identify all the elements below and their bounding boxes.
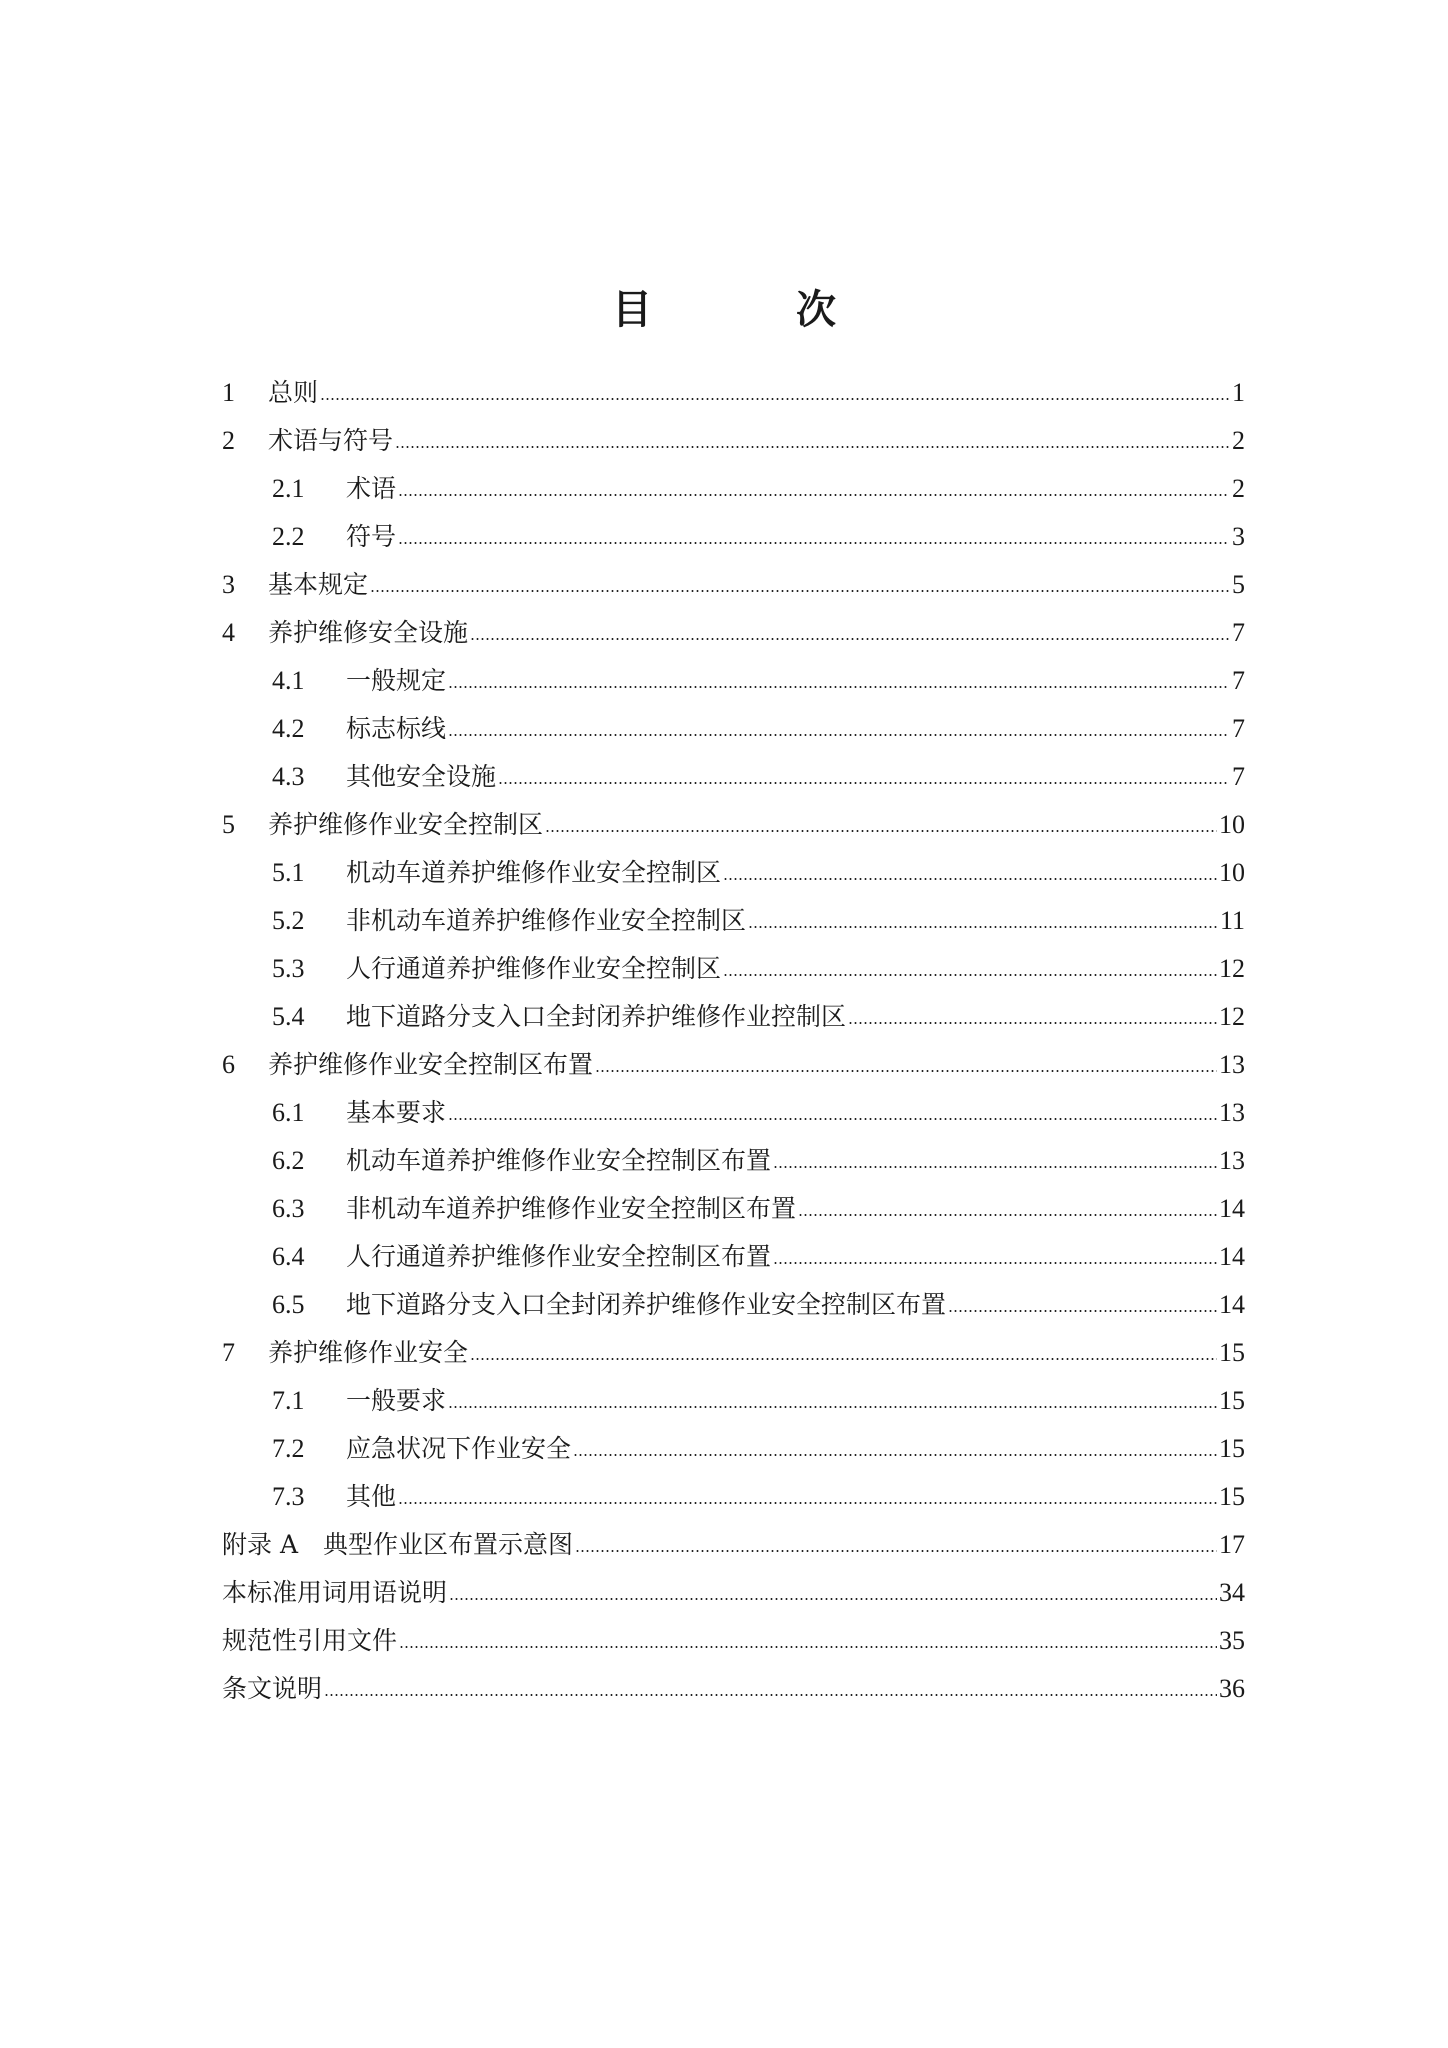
dot-leader xyxy=(723,974,1217,976)
toc-entry-page-number: 3 xyxy=(1232,522,1245,551)
toc-entry-title: 养护维修作业安全控制区布置 xyxy=(268,1050,594,1079)
toc-entry-title: 标志标线 xyxy=(346,714,447,743)
toc-entry-number: 2.1 xyxy=(272,474,305,503)
toc-entry-number: 5.3 xyxy=(272,954,305,983)
dot-leader xyxy=(498,782,1229,784)
toc-entry-number: 2.2 xyxy=(272,522,305,551)
toc-entry-number: 4 xyxy=(222,618,235,647)
toc-entry-title: 附录 A 典型作业区布置示意图 xyxy=(222,1530,574,1559)
toc-entry[interactable] xyxy=(222,1521,1245,1569)
toc-entry-page-number: 35 xyxy=(1219,1626,1245,1655)
page-title: 目 次 xyxy=(612,287,888,333)
toc-entry-page-number: 12 xyxy=(1219,1002,1245,1031)
toc-entry[interactable] xyxy=(222,1185,1245,1233)
toc-entry-page-number: 13 xyxy=(1219,1146,1245,1175)
toc-entry-page-number: 13 xyxy=(1219,1098,1245,1127)
dot-leader xyxy=(723,878,1217,880)
toc-entry-title: 规范性引用文件 xyxy=(222,1626,398,1655)
toc-entry-number: 5.4 xyxy=(272,1002,305,1031)
toc-entry-title: 总则 xyxy=(268,378,319,407)
toc-entry-number: 6.4 xyxy=(272,1242,305,1271)
toc-entry[interactable] xyxy=(222,561,1245,609)
toc-entry-title: 养护维修作业安全 xyxy=(268,1338,469,1367)
dot-leader xyxy=(398,1502,1217,1504)
toc-entry[interactable] xyxy=(222,417,1245,465)
toc-entry-page-number: 15 xyxy=(1219,1338,1245,1367)
toc-entry-title: 符号 xyxy=(346,522,397,551)
dot-leader xyxy=(448,1406,1217,1408)
dot-leader xyxy=(575,1550,1217,1552)
toc-entry-title: 本标准用词用语说明 xyxy=(222,1578,448,1607)
toc-entry-page-number: 7 xyxy=(1232,666,1245,695)
toc-entry-title: 条文说明 xyxy=(222,1674,323,1703)
dot-leader xyxy=(773,1166,1217,1168)
toc-entry[interactable] xyxy=(222,657,1245,705)
toc-entry-title: 非机动车道养护维修作业安全控制区布置 xyxy=(346,1194,797,1223)
toc-entry-page-number: 15 xyxy=(1219,1434,1245,1463)
toc-entry[interactable] xyxy=(222,1665,1245,1713)
toc-entry[interactable] xyxy=(222,465,1245,513)
toc-entry-number: 4.3 xyxy=(272,762,305,791)
dot-leader xyxy=(773,1262,1217,1264)
dot-leader xyxy=(398,494,1229,496)
toc-entry-number: 3 xyxy=(222,570,235,599)
toc-entry-title: 一般规定 xyxy=(346,666,447,695)
toc-entry[interactable] xyxy=(222,1137,1245,1185)
toc-entry-number: 5.1 xyxy=(272,858,305,887)
dot-leader xyxy=(448,686,1229,688)
toc-entry-number: 7.3 xyxy=(272,1482,305,1511)
toc-entry-number: 6 xyxy=(222,1050,235,1079)
toc-entry-number: 6.5 xyxy=(272,1290,305,1319)
toc-entry[interactable] xyxy=(222,1569,1245,1617)
toc-entry-title: 养护维修作业安全控制区 xyxy=(268,810,544,839)
toc-entry-title: 机动车道养护维修作业安全控制区 xyxy=(346,858,722,887)
toc-entry[interactable] xyxy=(222,705,1245,753)
dot-leader xyxy=(449,1598,1217,1600)
toc-entry-number: 5.2 xyxy=(272,906,305,935)
toc-entry-page-number: 13 xyxy=(1219,1050,1245,1079)
toc-entry-title: 术语与符号 xyxy=(268,426,394,455)
toc-entry[interactable] xyxy=(222,993,1245,1041)
toc-entry-page-number: 17 xyxy=(1219,1530,1245,1559)
toc-entry-page-number: 7 xyxy=(1232,762,1245,791)
toc-entry[interactable] xyxy=(222,849,1245,897)
toc-entry-title: 机动车道养护维修作业安全控制区布置 xyxy=(346,1146,772,1175)
toc-entry-page-number: 2 xyxy=(1232,426,1245,455)
toc-entry[interactable] xyxy=(222,609,1245,657)
toc-entry[interactable] xyxy=(222,1233,1245,1281)
dot-leader xyxy=(848,1022,1217,1024)
toc-entry-title: 其他安全设施 xyxy=(346,762,497,791)
toc-entry-number: 7 xyxy=(222,1338,235,1367)
toc-entry[interactable] xyxy=(222,1281,1245,1329)
dot-leader xyxy=(398,542,1229,544)
toc-entry-page-number: 1 xyxy=(1232,378,1245,407)
toc-entry[interactable] xyxy=(222,1089,1245,1137)
toc-entry-number: 6.1 xyxy=(272,1098,305,1127)
dot-leader xyxy=(320,398,1229,400)
toc-entry[interactable] xyxy=(222,1473,1245,1521)
dot-leader xyxy=(324,1694,1217,1696)
toc-entry-page-number: 14 xyxy=(1219,1290,1245,1319)
table-of-contents xyxy=(222,369,1245,1713)
toc-entry[interactable] xyxy=(222,897,1245,945)
toc-entry-page-number: 14 xyxy=(1219,1242,1245,1271)
dot-leader xyxy=(399,1646,1217,1648)
toc-entry[interactable] xyxy=(222,369,1245,417)
dot-leader xyxy=(748,926,1218,928)
toc-entry-number: 6.3 xyxy=(272,1194,305,1223)
toc-entry[interactable] xyxy=(222,753,1245,801)
toc-entry-number: 1 xyxy=(222,378,235,407)
toc-entry-title: 一般要求 xyxy=(346,1386,447,1415)
dot-leader xyxy=(573,1454,1217,1456)
toc-entry[interactable] xyxy=(222,801,1245,849)
toc-entry-number: 4.1 xyxy=(272,666,305,695)
toc-entry-page-number: 10 xyxy=(1219,810,1245,839)
toc-entry-number: 7.1 xyxy=(272,1386,305,1415)
dot-leader xyxy=(595,1070,1217,1072)
dot-leader xyxy=(798,1214,1217,1216)
toc-entry-title: 基本要求 xyxy=(346,1098,447,1127)
dot-leader xyxy=(370,590,1229,592)
toc-entry-page-number: 12 xyxy=(1219,954,1245,983)
toc-entry-title: 地下道路分支入口全封闭养护维修作业安全控制区布置 xyxy=(346,1290,947,1319)
toc-entry-title: 人行通道养护维修作业安全控制区布置 xyxy=(346,1242,772,1271)
toc-entry-title: 应急状况下作业安全 xyxy=(346,1434,572,1463)
toc-entry-title: 地下道路分支入口全封闭养护维修作业控制区 xyxy=(346,1002,847,1031)
toc-entry-page-number: 7 xyxy=(1232,618,1245,647)
toc-entry-page-number: 15 xyxy=(1219,1482,1245,1511)
toc-entry-page-number: 36 xyxy=(1219,1674,1245,1703)
toc-entry-page-number: 15 xyxy=(1219,1386,1245,1415)
toc-entry-title: 养护维修安全设施 xyxy=(268,618,469,647)
toc-entry[interactable] xyxy=(222,945,1245,993)
toc-entry-number: 6.2 xyxy=(272,1146,305,1175)
toc-entry-title: 其他 xyxy=(346,1482,397,1511)
toc-entry-page-number: 14 xyxy=(1219,1194,1245,1223)
dot-leader xyxy=(448,1118,1217,1120)
toc-entry-title: 非机动车道养护维修作业安全控制区 xyxy=(346,906,747,935)
toc-entry[interactable] xyxy=(222,1617,1245,1665)
toc-entry-title: 术语 xyxy=(346,474,397,503)
toc-entry-page-number: 5 xyxy=(1232,570,1245,599)
toc-entry[interactable] xyxy=(222,1041,1245,1089)
toc-entry-page-number: 11 xyxy=(1219,906,1245,935)
dot-leader xyxy=(545,830,1217,832)
toc-entry-number: 7.2 xyxy=(272,1434,305,1463)
toc-entry[interactable] xyxy=(222,1425,1245,1473)
toc-entry-page-number: 10 xyxy=(1219,858,1245,887)
dot-leader xyxy=(470,638,1229,640)
toc-entry-page-number: 7 xyxy=(1232,714,1245,743)
toc-entry-number: 4.2 xyxy=(272,714,305,743)
toc-entry-page-number: 34 xyxy=(1219,1578,1245,1607)
toc-entry[interactable] xyxy=(222,1329,1245,1377)
toc-entry-title: 人行通道养护维修作业安全控制区 xyxy=(346,954,722,983)
dot-leader xyxy=(948,1310,1217,1312)
dot-leader xyxy=(448,734,1229,736)
dot-leader xyxy=(470,1358,1217,1360)
dot-leader xyxy=(395,446,1229,448)
toc-entry[interactable] xyxy=(222,513,1245,561)
toc-entry-title: 基本规定 xyxy=(268,570,369,599)
toc-entry-number: 2 xyxy=(222,426,235,455)
toc-entry-number: 5 xyxy=(222,810,235,839)
toc-entry[interactable] xyxy=(222,1377,1245,1425)
toc-entry-page-number: 2 xyxy=(1232,474,1245,503)
